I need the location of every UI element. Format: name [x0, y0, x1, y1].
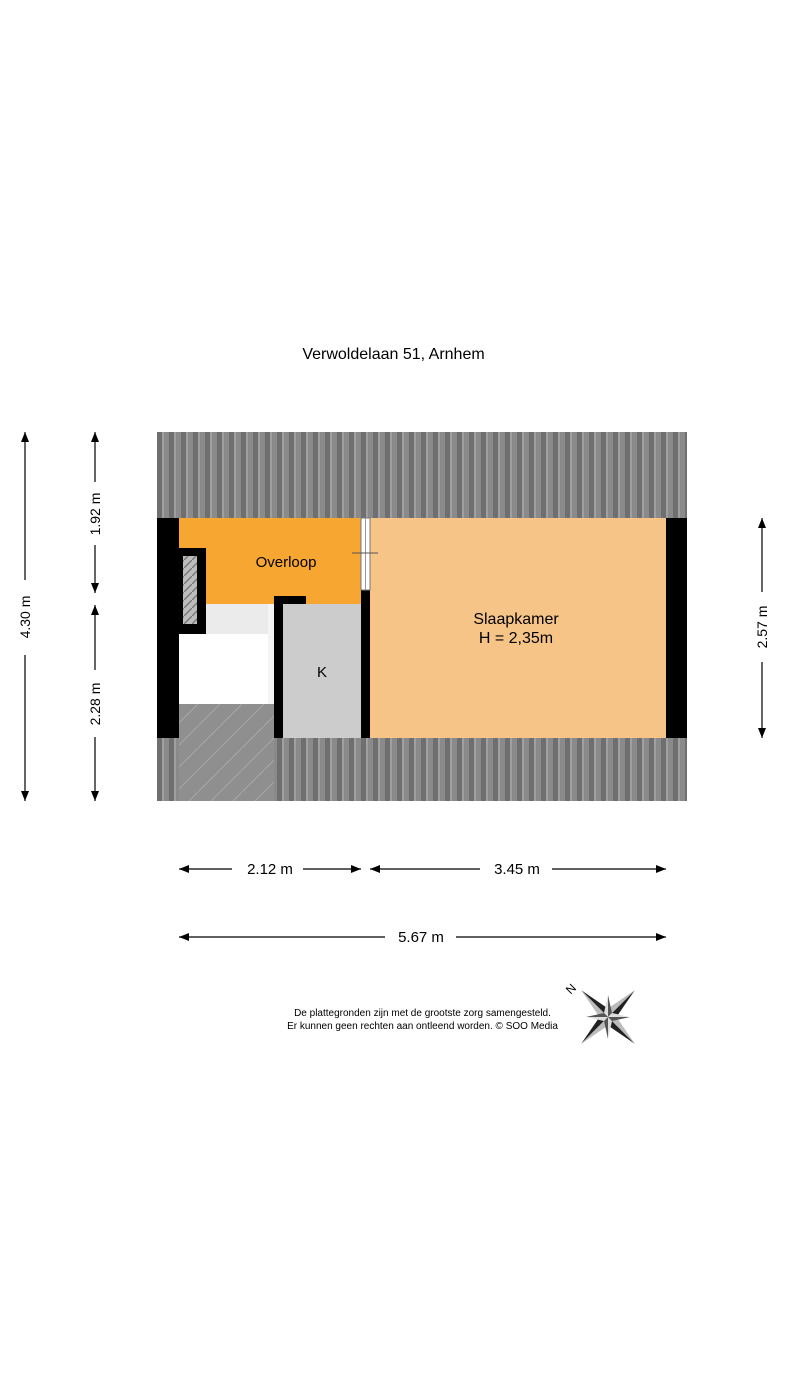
dimension-label-2-12: 2.12 m	[247, 861, 293, 878]
dimension-label-4-30: 4.30 m	[17, 595, 33, 639]
dimension-label-2-28: 2.28 m	[87, 682, 103, 726]
compass-north-label: N	[562, 980, 580, 998]
dimension-label-2-57: 2.57 m	[754, 605, 770, 649]
label-slaapkamer: Slaapkamer	[473, 611, 559, 628]
label-overloop: Overloop	[255, 554, 317, 571]
dimension-label-3-45: 3.45 m	[494, 861, 540, 878]
label-k: K	[316, 664, 328, 681]
stairs	[179, 704, 274, 801]
dimension-bottom-right	[370, 861, 666, 878]
disclaimer	[250, 1007, 595, 1033]
dimension-left-top	[87, 432, 103, 593]
roof-top	[157, 432, 687, 518]
chimney-hatch	[183, 556, 197, 624]
room-slaapkamer	[370, 518, 666, 738]
dimension-bottom-total	[179, 929, 666, 946]
disclaimer-line-2: Er kunnen geen rechten aan ontleend worden. © SOO Media	[287, 1021, 558, 1032]
disclaimer-line-1: De plattegronden zijn met de grootste zorg samengesteld.	[294, 1008, 551, 1019]
wall-divider	[361, 590, 370, 738]
label-slaapkamer-height: H = 2,35m	[478, 630, 554, 647]
plan-title: Verwoldelaan 51, Arnhem	[302, 346, 485, 363]
floor-white-strip	[268, 604, 274, 704]
dimension-label-5-67: 5.67 m	[398, 929, 444, 946]
dimension-left-total	[17, 432, 33, 801]
dimension-bottom-left	[179, 861, 361, 878]
dimension-label-1-92: 1.92 m	[87, 492, 103, 536]
dimension-left-bottom	[87, 605, 103, 801]
wall-left	[157, 518, 179, 738]
wall-right	[666, 518, 687, 738]
floor-light	[206, 604, 274, 638]
dimension-right	[754, 518, 770, 738]
floor-white	[179, 634, 274, 704]
